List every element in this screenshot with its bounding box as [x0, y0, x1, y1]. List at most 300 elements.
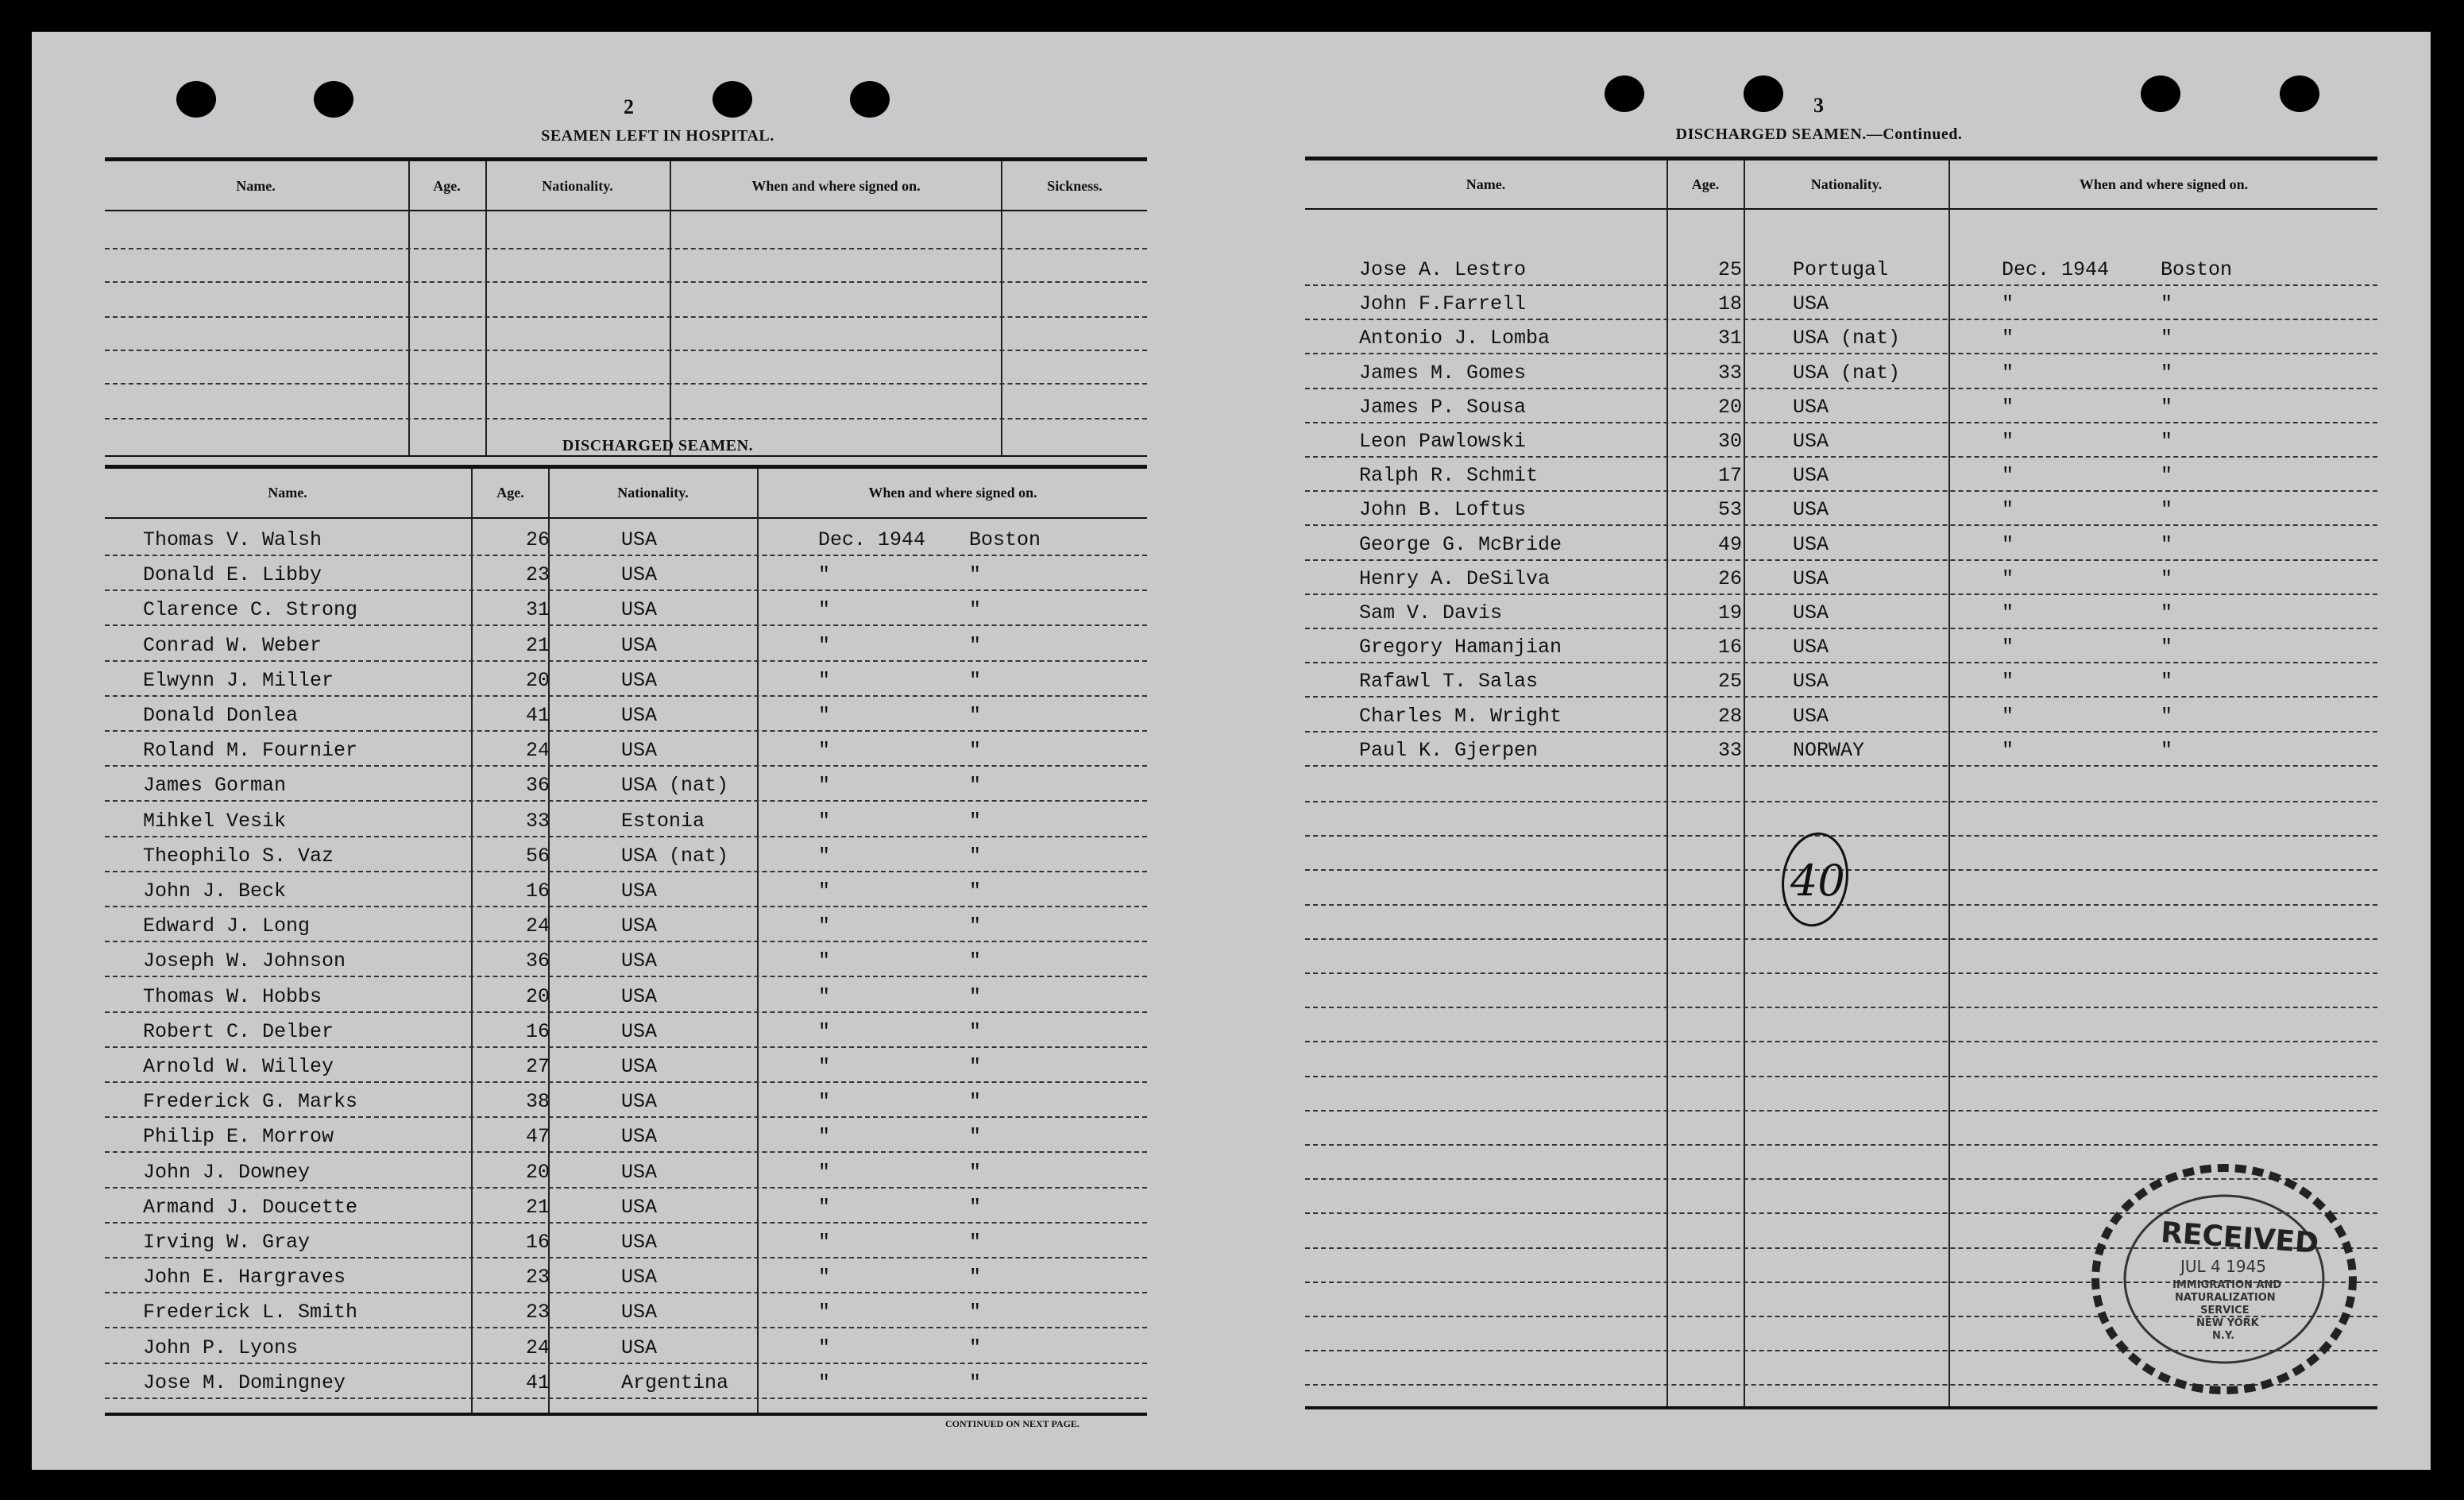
table-row	[105, 1050, 1147, 1083]
signed-on-place: "	[2161, 430, 2173, 453]
signed-on-place: "	[2161, 361, 2173, 385]
signed-on-place: Boston	[2161, 258, 2233, 281]
page-number-right: 3	[1813, 94, 1824, 117]
rule	[1305, 208, 2377, 210]
hospital-header-sickness: Sickness.	[1047, 178, 1103, 194]
seaman-nationality: USA	[621, 984, 658, 1008]
table-row	[1305, 664, 2377, 698]
table-row	[105, 1295, 1147, 1328]
table-row	[1305, 253, 2377, 286]
signed-on-place: "	[2161, 395, 2173, 419]
signed-on-date: "	[818, 1125, 831, 1149]
table-row	[105, 1225, 1147, 1258]
table-row	[105, 804, 1147, 837]
signed-on-place: "	[969, 1266, 982, 1289]
seaman-age: 16	[526, 1231, 550, 1254]
empty-row	[105, 350, 1147, 353]
rule	[105, 517, 1147, 519]
signed-on-place: "	[969, 563, 982, 587]
signed-on-date: "	[818, 598, 831, 622]
signed-on-place: "	[2161, 292, 2173, 316]
right-header-nationality: Nationality.	[1810, 176, 1883, 192]
seaman-name: Thomas V. Walsh	[143, 528, 322, 551]
seaman-nationality: USA	[621, 1160, 658, 1184]
table-row	[1305, 458, 2377, 492]
seaman-age: 18	[1718, 292, 1743, 316]
signed-on-date: "	[818, 1266, 831, 1289]
seaman-nationality: Argentina	[621, 1370, 729, 1394]
seaman-age: 47	[526, 1125, 550, 1149]
signed-on-date: "	[818, 914, 831, 938]
table-row	[105, 1015, 1147, 1048]
table-row	[105, 874, 1147, 907]
signed-on-date: "	[2002, 738, 2014, 762]
punch-hole	[2141, 75, 2180, 112]
seaman-nationality: USA (nat)	[621, 844, 729, 868]
table-row	[105, 909, 1147, 942]
seaman-name: James M. Gomes	[1359, 361, 1527, 385]
seaman-nationality: USA	[1793, 566, 1829, 590]
seaman-nationality: USA	[1793, 636, 1829, 659]
signed-on-date: "	[2002, 498, 2014, 522]
discharged-header-when-where: When and where signed on.	[868, 485, 1037, 501]
empty-row	[1305, 1007, 2377, 1010]
hospital-header-age: Age.	[433, 178, 461, 194]
seaman-name: Jose M. Domingney	[143, 1370, 346, 1394]
rule	[1305, 1406, 2377, 1409]
discharged-header-name: Name.	[268, 485, 307, 501]
seaman-age: 33	[526, 809, 550, 833]
signed-on-date: "	[2002, 532, 2014, 556]
signed-on-date: "	[2002, 464, 2014, 488]
seaman-nationality: USA	[621, 668, 658, 692]
seaman-name: Charles M. Wright	[1359, 704, 1562, 728]
seaman-name: Donald Donlea	[143, 704, 299, 727]
seaman-name: Theophilo S. Vaz	[143, 844, 334, 868]
empty-row	[105, 248, 1147, 251]
signed-on-place: "	[2161, 601, 2173, 624]
punch-hole	[1605, 75, 1644, 112]
signed-on-date: "	[818, 880, 831, 903]
seaman-age: 25	[1718, 670, 1743, 694]
empty-row	[105, 281, 1147, 284]
continued-note: CONTINUED ON NEXT PAGE.	[945, 1418, 1079, 1429]
seaman-name: James Gorman	[143, 774, 287, 798]
seaman-nationality: USA	[1793, 430, 1829, 453]
signed-on-place: "	[969, 1160, 982, 1184]
received-stamp	[2089, 1160, 2359, 1398]
seaman-nationality: USA	[621, 1019, 658, 1043]
table-row	[1305, 528, 2377, 561]
signed-on-date: "	[818, 633, 831, 657]
seaman-nationality: USA	[621, 1055, 658, 1078]
seaman-nationality: USA	[621, 1090, 658, 1114]
stamp-agency-4: NEW YORK	[2196, 1317, 2259, 1329]
signed-on-place: "	[969, 949, 982, 973]
signed-on-date: "	[2002, 395, 2014, 419]
table-row	[105, 593, 1147, 626]
seaman-age: 38	[526, 1090, 550, 1114]
seaman-age: 24	[526, 739, 550, 763]
signed-on-date: "	[818, 704, 831, 727]
handwritten-count-text: 40	[1790, 856, 1845, 906]
signed-on-date: "	[818, 949, 831, 973]
signed-on-place: "	[969, 1336, 982, 1359]
seaman-age: 21	[526, 633, 550, 657]
seaman-age: 16	[526, 880, 550, 903]
empty-row	[105, 316, 1147, 319]
rule	[105, 1413, 1147, 1416]
signed-on-date: "	[818, 774, 831, 798]
table-row	[1305, 493, 2377, 526]
punch-hole	[176, 81, 216, 118]
seaman-nationality: USA	[621, 1301, 658, 1324]
table-row	[105, 768, 1147, 802]
signed-on-date: "	[818, 1019, 831, 1043]
signed-on-date: "	[818, 1090, 831, 1114]
right-header-name: Name.	[1466, 176, 1506, 192]
signed-on-date: "	[818, 1370, 831, 1394]
punch-hole	[713, 81, 752, 118]
rule	[105, 210, 1147, 211]
seaman-nationality: USA	[621, 1195, 658, 1219]
empty-row	[1305, 938, 2377, 941]
seaman-age: 25	[1718, 258, 1743, 281]
table-row	[1305, 562, 2377, 595]
signed-on-place: "	[969, 1370, 982, 1394]
signed-on-place: "	[969, 1125, 982, 1149]
discharged-header-nationality: Nationality.	[617, 485, 689, 501]
signed-on-place: "	[969, 1301, 982, 1324]
seaman-nationality: USA	[1793, 464, 1829, 488]
signed-on-place: "	[2161, 670, 2173, 694]
seaman-nationality: USA	[1793, 395, 1829, 419]
signed-on-date: "	[2002, 704, 2014, 728]
signed-on-place: "	[969, 809, 982, 833]
stamp-agency-1: IMMIGRATION AND	[2172, 1279, 2282, 1291]
signed-on-date: Dec. 1944	[818, 528, 926, 551]
table-row	[105, 1260, 1147, 1293]
seaman-age: 16	[526, 1019, 550, 1043]
signed-on-place: "	[969, 880, 982, 903]
table-row	[1305, 287, 2377, 320]
seaman-name: Donald E. Libby	[143, 563, 322, 587]
handwritten-count	[1779, 830, 1851, 938]
empty-row	[105, 383, 1147, 386]
signed-on-place: "	[969, 1231, 982, 1254]
seaman-name: Antonio J. Lomba	[1359, 327, 1551, 350]
right-header-age: Age.	[1691, 176, 1720, 192]
seaman-nationality: USA	[621, 1125, 658, 1149]
table-row	[105, 1331, 1147, 1364]
rule	[1305, 157, 2377, 160]
signed-on-place: "	[969, 739, 982, 763]
seaman-name: Elwynn J. Miller	[143, 668, 334, 692]
seaman-age: 49	[1718, 532, 1743, 556]
seaman-age: 17	[1718, 464, 1743, 488]
hospital-title: SEAMEN LEFT IN HOSPITAL.	[541, 127, 774, 145]
seaman-age: 56	[526, 844, 550, 868]
table-row	[1305, 356, 2377, 389]
seaman-name: Jose A. Lestro	[1359, 258, 1527, 281]
seaman-name: John F.Farrell	[1359, 292, 1527, 316]
signed-on-place: "	[969, 1019, 982, 1043]
rule	[105, 465, 1147, 469]
table-row	[105, 698, 1147, 732]
seaman-name: John J. Beck	[143, 880, 287, 903]
seaman-nationality: USA	[1793, 601, 1829, 624]
seaman-name: Leon Pawlowski	[1359, 430, 1527, 453]
seaman-age: 23	[526, 563, 550, 587]
seaman-age: 24	[526, 914, 550, 938]
seaman-nationality: USA	[621, 1336, 658, 1359]
seaman-name: Thomas W. Hobbs	[143, 984, 322, 1008]
seaman-name: Paul K. Gjerpen	[1359, 738, 1539, 762]
seaman-age: 20	[526, 668, 550, 692]
punch-hole	[850, 81, 890, 118]
page-number-left: 2	[624, 95, 634, 118]
column-divider	[1001, 161, 1002, 457]
signed-on-date: "	[2002, 292, 2014, 316]
column-divider	[670, 161, 671, 457]
signed-on-place: Boston	[969, 528, 1041, 551]
signed-on-place: "	[969, 914, 982, 938]
seaman-nationality: USA	[621, 1231, 658, 1254]
empty-row	[1305, 1144, 2377, 1147]
seaman-age: 41	[526, 1370, 550, 1394]
signed-on-place: "	[2161, 704, 2173, 728]
stamp-agency-2: NATURALIZATION	[2175, 1292, 2276, 1304]
seaman-name: Robert C. Delber	[143, 1019, 334, 1043]
signed-on-place: "	[2161, 498, 2173, 522]
hospital-header-name: Name.	[236, 178, 276, 194]
table-row	[105, 733, 1147, 767]
table-row	[105, 839, 1147, 872]
seaman-name: Rafawl T. Salas	[1359, 670, 1539, 694]
seaman-name: Gregory Hamanjian	[1359, 636, 1562, 659]
seaman-age: 31	[526, 598, 550, 622]
signed-on-place: "	[969, 844, 982, 868]
seaman-name: Ralph R. Schmit	[1359, 464, 1539, 488]
empty-row	[1305, 801, 2377, 804]
hospital-header-nationality: Nationality.	[542, 178, 613, 194]
seaman-nationality: USA	[621, 563, 658, 587]
table-row	[105, 1119, 1147, 1153]
seaman-name: George G. McBride	[1359, 532, 1562, 556]
seaman-nationality: USA	[621, 880, 658, 903]
seaman-age: 28	[1718, 704, 1743, 728]
table-row	[105, 1155, 1147, 1189]
table-row	[105, 1366, 1147, 1399]
seaman-age: 24	[526, 1336, 550, 1359]
signed-on-date: "	[818, 563, 831, 587]
signed-on-place: "	[969, 1055, 982, 1078]
rule	[105, 455, 1147, 457]
table-row	[105, 663, 1147, 697]
signed-on-place: "	[2161, 532, 2173, 556]
seaman-name: Mihkel Vesik	[143, 809, 287, 833]
signed-on-date: "	[818, 1231, 831, 1254]
stamp-agency-5: N.Y.	[2212, 1330, 2235, 1342]
seaman-name: John P. Lyons	[143, 1336, 299, 1359]
seaman-name: Philip E. Morrow	[143, 1125, 334, 1149]
table-row	[1305, 424, 2377, 458]
table-row	[1305, 699, 2377, 733]
empty-row	[1305, 972, 2377, 976]
stamp-date: JUL 4 1945	[2180, 1257, 2267, 1276]
signed-on-date: "	[2002, 430, 2014, 453]
table-row	[105, 1084, 1147, 1118]
hospital-header-when-where: When and where signed on.	[751, 178, 921, 194]
seaman-name: Henry A. DeSilva	[1359, 566, 1551, 590]
seaman-nationality: USA	[1793, 670, 1829, 694]
empty-row	[105, 418, 1147, 421]
seaman-name: John J. Downey	[143, 1160, 311, 1184]
seaman-nationality: USA	[1793, 292, 1829, 316]
table-row	[105, 980, 1147, 1013]
signed-on-place: "	[2161, 464, 2173, 488]
signed-on-place: "	[969, 598, 982, 622]
signed-on-place: "	[2161, 566, 2173, 590]
empty-row	[1305, 1110, 2377, 1113]
seaman-name: Conrad W. Weber	[143, 633, 322, 657]
discharged-header-age: Age.	[496, 485, 524, 501]
signed-on-date: "	[818, 984, 831, 1008]
seaman-nationality: USA	[1793, 704, 1829, 728]
punch-hole	[2280, 75, 2319, 112]
table-row	[105, 944, 1147, 977]
signed-on-date: "	[2002, 327, 2014, 350]
table-row	[105, 558, 1147, 591]
table-row	[105, 1190, 1147, 1224]
signed-on-date: "	[818, 1195, 831, 1219]
seaman-age: 27	[526, 1055, 550, 1078]
seaman-nationality: USA	[621, 739, 658, 763]
seaman-age: 31	[1718, 327, 1743, 350]
seaman-name: Roland M. Fournier	[143, 739, 358, 763]
right-header-when-where: When and where signed on.	[2079, 176, 2249, 192]
seaman-nationality: USA	[621, 633, 658, 657]
seaman-age: 20	[526, 984, 550, 1008]
seaman-name: Frederick G. Marks	[143, 1090, 358, 1114]
signed-on-place: "	[969, 668, 982, 692]
signed-on-date: "	[2002, 670, 2014, 694]
stamp-label: RECEIVED	[2159, 1216, 2320, 1260]
signed-on-date: "	[818, 668, 831, 692]
seaman-nationality: USA (nat)	[1793, 327, 1901, 350]
seaman-age: 41	[526, 704, 550, 727]
seaman-name: James P. Sousa	[1359, 395, 1527, 419]
empty-row	[1305, 1076, 2377, 1079]
signed-on-place: "	[969, 1090, 982, 1114]
seaman-name: Joseph W. Johnson	[143, 949, 346, 973]
seaman-name: John E. Hargraves	[143, 1266, 346, 1289]
signed-on-date: "	[2002, 601, 2014, 624]
signed-on-place: "	[969, 704, 982, 727]
table-row	[1305, 733, 2377, 767]
seaman-age: 23	[526, 1266, 550, 1289]
signed-on-date: "	[818, 739, 831, 763]
document-page	[32, 32, 2431, 1470]
seaman-nationality: USA (nat)	[621, 774, 729, 798]
signed-on-date: "	[2002, 361, 2014, 385]
seaman-name: Frederick L. Smith	[143, 1301, 358, 1324]
signed-on-date: Dec. 1944	[2002, 258, 2110, 281]
seaman-age: 20	[526, 1160, 550, 1184]
seaman-nationality: USA	[1793, 498, 1829, 522]
seaman-age: 20	[1718, 395, 1743, 419]
seaman-age: 53	[1718, 498, 1743, 522]
signed-on-place: "	[2161, 636, 2173, 659]
seaman-nationality: NORWAY	[1793, 738, 1865, 762]
seaman-nationality: USA	[621, 949, 658, 973]
seaman-age: 33	[1718, 738, 1743, 762]
table-row	[1305, 321, 2377, 354]
seaman-age: 23	[526, 1301, 550, 1324]
seaman-nationality: USA	[621, 598, 658, 622]
signed-on-date: "	[818, 1160, 831, 1184]
table-row	[105, 628, 1147, 662]
empty-row	[1305, 1041, 2377, 1044]
seaman-name: Clarence C. Strong	[143, 598, 358, 622]
seaman-age: 30	[1718, 430, 1743, 453]
seaman-nationality: USA	[621, 704, 658, 727]
seaman-nationality: USA	[621, 914, 658, 938]
signed-on-date: "	[2002, 566, 2014, 590]
table-row	[1305, 630, 2377, 663]
signed-on-place: "	[969, 774, 982, 798]
seaman-nationality: Estonia	[621, 809, 705, 833]
seaman-name: John B. Loftus	[1359, 498, 1527, 522]
column-divider	[485, 161, 487, 457]
seaman-name: Arnold W. Willey	[143, 1055, 334, 1078]
signed-on-place: "	[969, 984, 982, 1008]
seaman-name: Armand J. Doucette	[143, 1195, 358, 1219]
seaman-age: 19	[1718, 601, 1743, 624]
signed-on-date: "	[818, 809, 831, 833]
signed-on-place: "	[969, 633, 982, 657]
seaman-nationality: USA (nat)	[1793, 361, 1901, 385]
signed-on-place: "	[969, 1195, 982, 1219]
seaman-age: 36	[526, 774, 550, 798]
seaman-age: 36	[526, 949, 550, 973]
punch-hole	[314, 81, 353, 118]
seaman-nationality: USA	[621, 1266, 658, 1289]
seaman-age: 26	[1718, 566, 1743, 590]
seaman-age: 26	[526, 528, 550, 551]
signed-on-date: "	[818, 1055, 831, 1078]
table-row	[105, 523, 1147, 556]
signed-on-date: "	[818, 1301, 831, 1324]
seaman-nationality: USA	[1793, 532, 1829, 556]
seaman-nationality: USA	[621, 528, 658, 551]
seaman-name: Edward J. Long	[143, 914, 311, 938]
discharged-title: DISCHARGED SEAMEN.	[562, 437, 754, 454]
seaman-age: 16	[1718, 636, 1743, 659]
table-row	[1305, 596, 2377, 629]
discharged-continued-title: DISCHARGED SEAMEN.—Continued.	[1675, 126, 1963, 143]
punch-hole	[1744, 75, 1783, 112]
seaman-name: Sam V. Davis	[1359, 601, 1503, 624]
signed-on-place: "	[2161, 738, 2173, 762]
stamp-agency-3: SERVICE	[2200, 1305, 2250, 1316]
signed-on-date: "	[818, 1336, 831, 1359]
seaman-age: 33	[1718, 361, 1743, 385]
table-row	[1305, 390, 2377, 423]
seaman-age: 21	[526, 1195, 550, 1219]
column-divider	[408, 161, 410, 457]
signed-on-date: "	[818, 844, 831, 868]
